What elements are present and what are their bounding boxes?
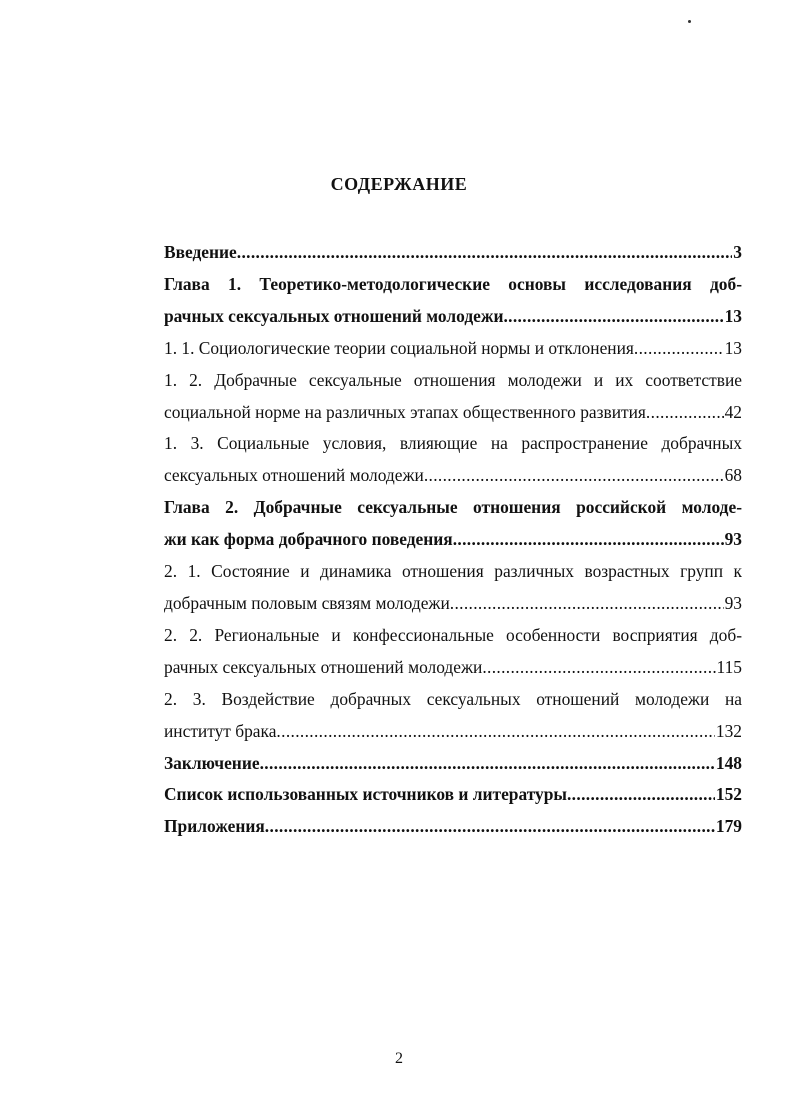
toc-line — [164, 460, 742, 492]
toc-entry-label: рачных сексуальных отношений молодежи — [164, 656, 483, 677]
toc-entry-conclusion — [164, 748, 742, 780]
toc-page-number: 115 — [716, 656, 742, 677]
toc-line — [164, 524, 742, 556]
toc-leader-dots — [567, 779, 715, 811]
toc-entry-text: 1. 2. Добрачные сексуальные отношения молодежи и их соответствие — [164, 369, 742, 390]
toc-page-number: 3 — [733, 242, 742, 262]
toc-entry-section-2-3 — [164, 684, 742, 748]
toc-entry-text: 1. 3. Социальные условия, влияющие на распространение добрачных — [164, 433, 742, 454]
toc-leader-dots — [260, 748, 715, 780]
toc-entry-label: рачных сексуальных отношений молодежи — [164, 305, 504, 326]
toc-entry-label: Введение — [164, 242, 237, 262]
toc-entry-label: Приложения — [164, 816, 265, 837]
toc-page-number: 68 — [724, 465, 742, 486]
toc-line — [164, 237, 742, 269]
toc-entry-label: Заключение — [164, 752, 260, 773]
table-of-contents — [164, 237, 742, 843]
toc-page-number: 13 — [724, 337, 742, 358]
toc-entry-section-1-3 — [164, 428, 742, 492]
toc-entry-text: 2. 2. Региональные и конфессиональные особенности восприятия доб- — [164, 624, 742, 645]
toc-line — [164, 652, 742, 684]
toc-entry-section-2-2 — [164, 620, 742, 684]
toc-entry-appendices — [164, 811, 742, 843]
toc-entry-chapter-2 — [164, 492, 742, 556]
toc-line — [164, 779, 742, 811]
toc-entry-label: социальной норме на различных этапах общественного развития — [164, 401, 646, 422]
toc-entry-section-2-1 — [164, 556, 742, 620]
toc-leader-dots — [646, 397, 724, 429]
toc-line — [164, 748, 742, 780]
toc-line — [164, 301, 742, 333]
toc-leader-dots — [265, 811, 715, 843]
toc-leader-dots — [237, 237, 733, 269]
toc-line — [164, 716, 742, 748]
toc-entry-label: 1. 1. Социологические теории социальной нормы и отклонения — [164, 337, 634, 358]
toc-entry-label: Список использованных источников и литературы — [164, 784, 567, 805]
toc-leader-dots — [276, 716, 714, 748]
page-number: 2 — [395, 1050, 403, 1067]
toc-line — [164, 588, 742, 620]
toc-page-number: 93 — [724, 592, 742, 613]
toc-leader-dots — [453, 524, 724, 556]
toc-entry-label: сексуальных отношений молодежи — [164, 465, 424, 486]
toc-line — [164, 811, 742, 843]
toc-entry-introduction — [164, 237, 742, 269]
toc-page-number: 93 — [724, 529, 742, 550]
toc-entry-label: жи как форма добрачного поведения — [164, 529, 453, 550]
toc-leader-dots — [482, 652, 715, 684]
toc-line — [164, 397, 742, 429]
toc-leader-dots — [424, 460, 724, 492]
toc-entry-section-1-2 — [164, 365, 742, 429]
toc-entry-text: 2. 3. Воздействие добрачных сексуальных отношений молодежи на — [164, 688, 742, 709]
toc-entry-label: институт брака — [164, 720, 277, 741]
scan-speck — [688, 20, 691, 23]
page-title: СОДЕРЖАНИЕ — [330, 174, 468, 194]
toc-line — [164, 333, 742, 365]
toc-leader-dots — [503, 301, 723, 333]
toc-entry-references — [164, 779, 742, 811]
toc-entry-text: Глава 1. Теоретико-методологические основы исследования доб- — [164, 273, 742, 294]
toc-page-number: 152 — [715, 784, 742, 805]
toc-entry-label: добрачным половым связям молодежи — [164, 592, 450, 613]
toc-entry-text: Глава 2. Добрачные сексуальные отношения российской молоде- — [164, 497, 742, 518]
toc-page-number: 148 — [715, 752, 742, 773]
toc-page-number: 132 — [715, 720, 742, 741]
toc-page-number: 13 — [724, 305, 742, 326]
toc-entry-text: 2. 1. Состояние и динамика отношения различных возрастных групп к — [164, 561, 742, 582]
toc-entry-section-1-1 — [164, 333, 742, 365]
toc-leader-dots — [634, 333, 724, 365]
toc-page-number: 42 — [724, 401, 742, 422]
toc-leader-dots — [450, 588, 724, 620]
toc-page-number: 179 — [715, 816, 742, 837]
toc-entry-chapter-1 — [164, 269, 742, 333]
